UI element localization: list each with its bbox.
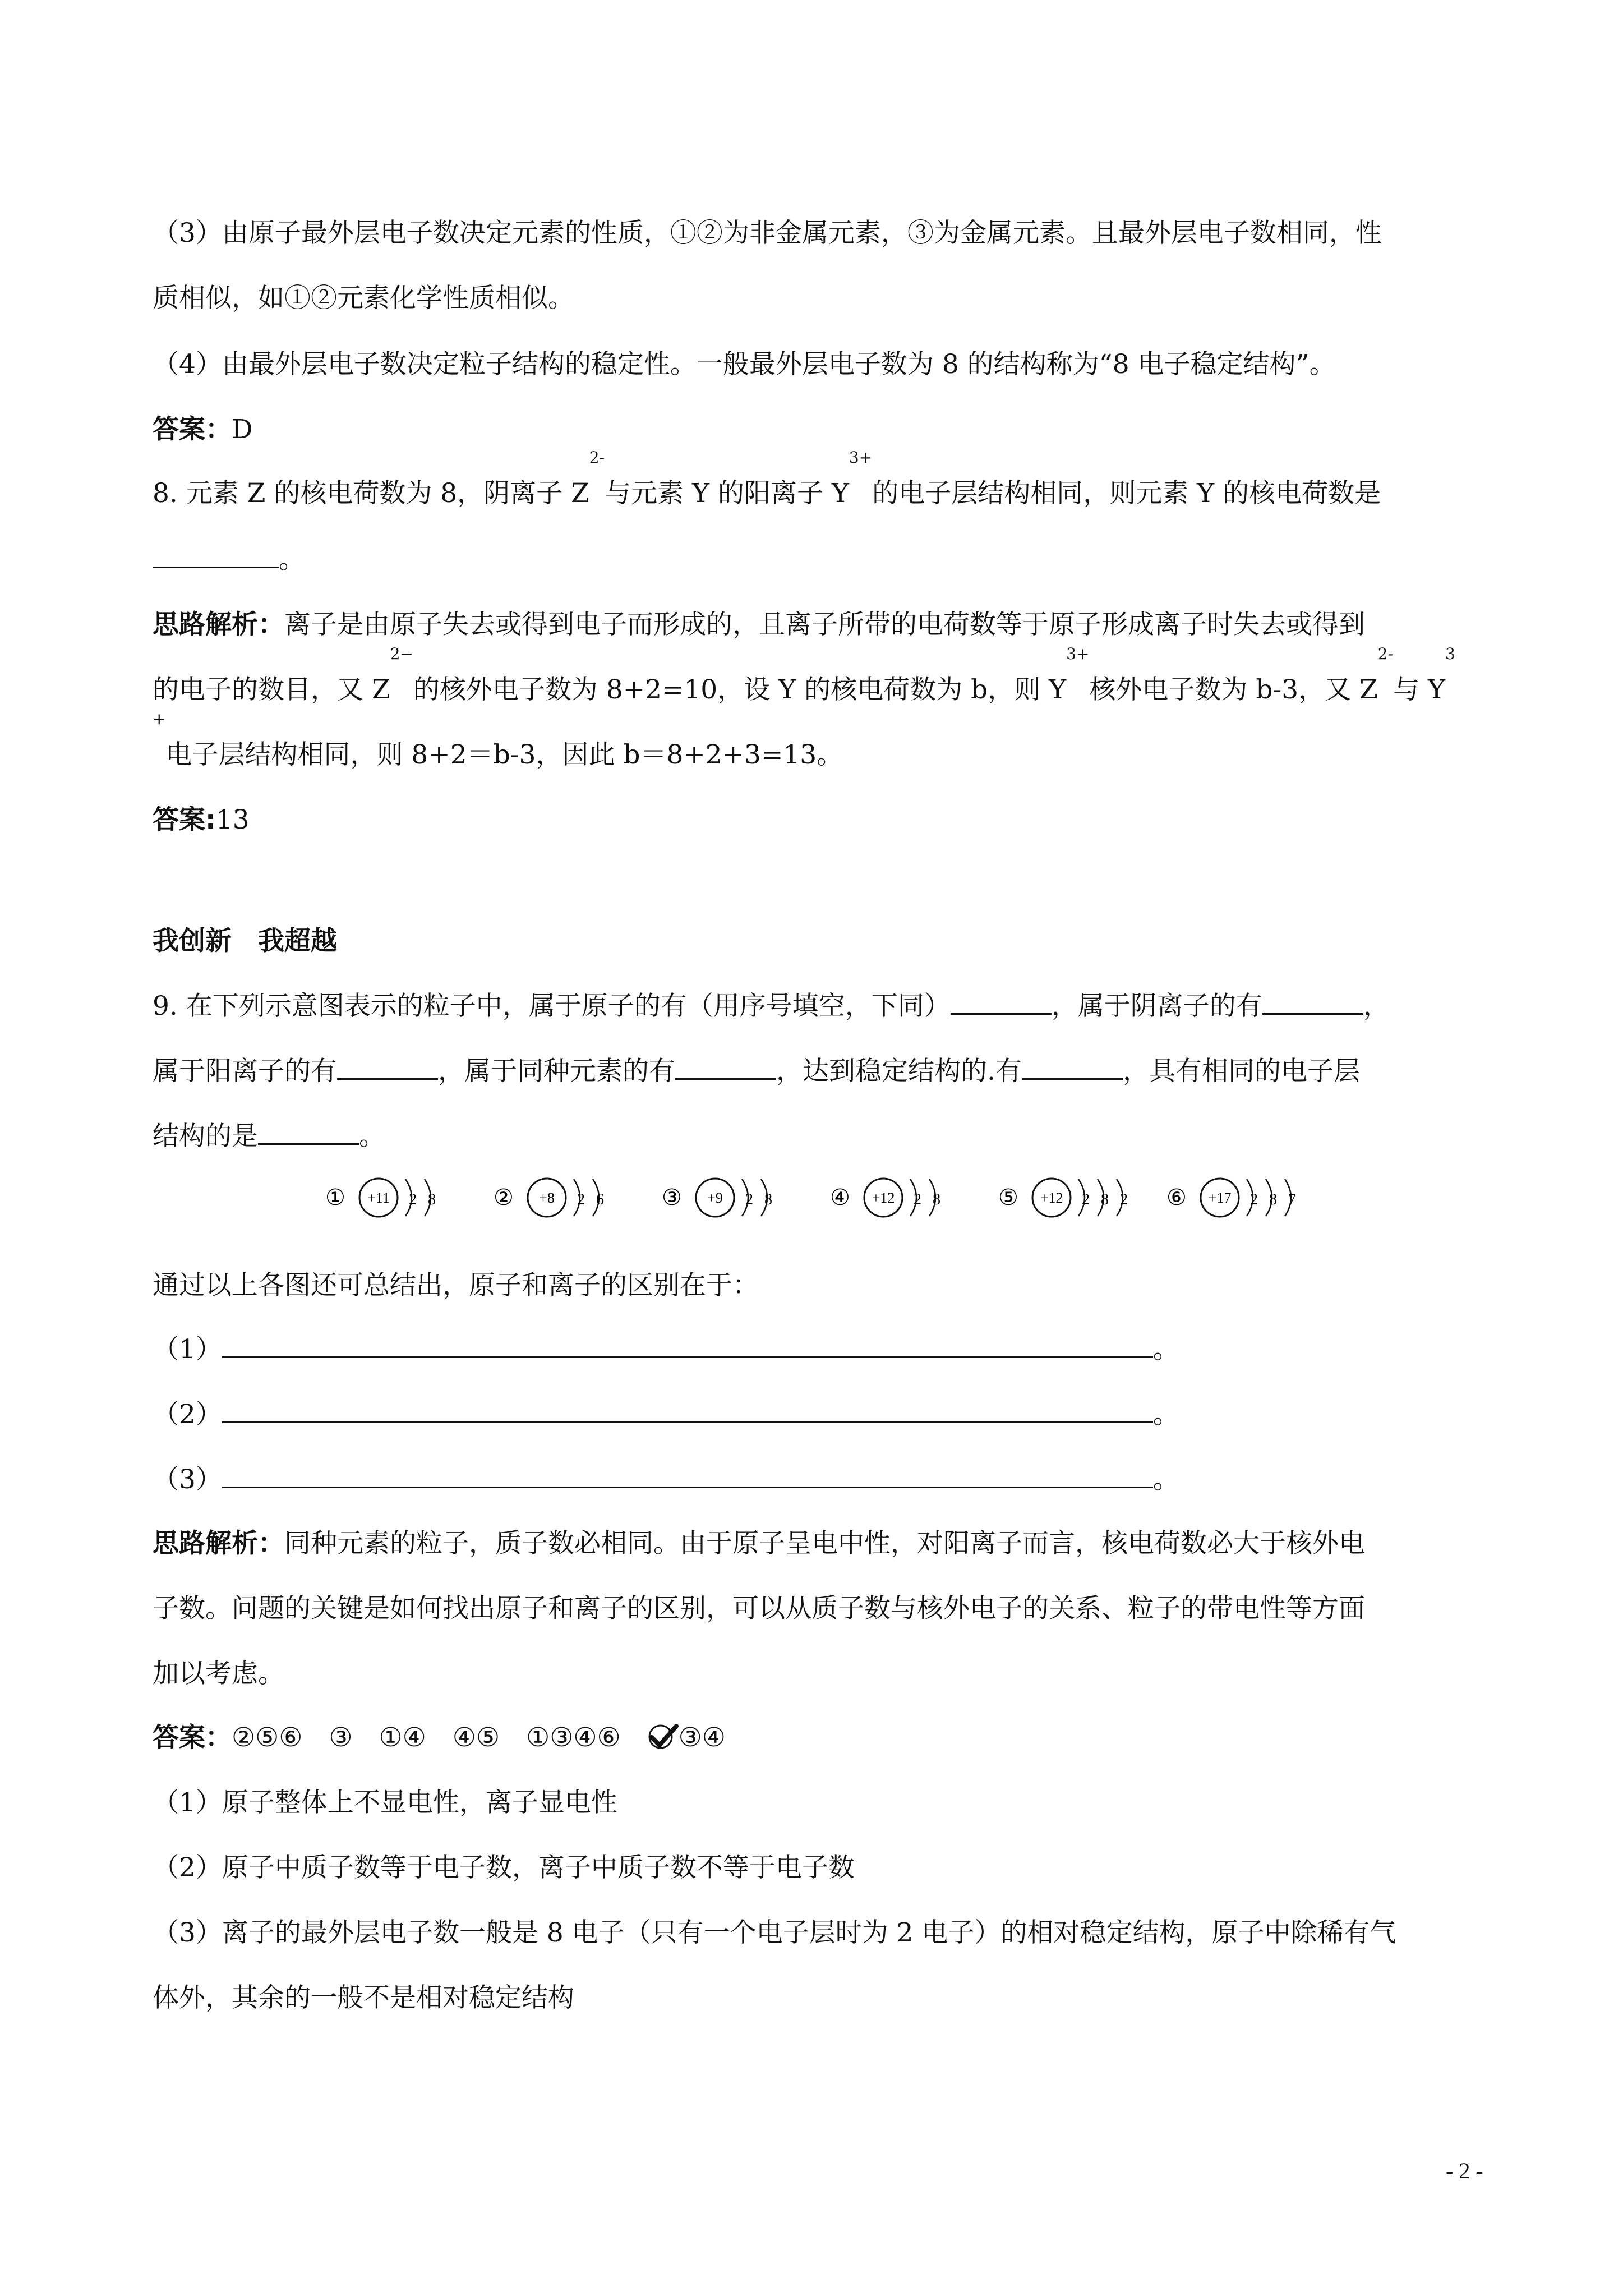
result-3-line1: （3）离子的最外层电子数一般是 8 电子（只有一个电子层时为 2 电子）的相对稳定结构，原子中除稀有气 xyxy=(153,1917,1396,1948)
explanation-8-line1 xyxy=(153,592,1487,657)
q9-text-4: 属于阳离子的有 xyxy=(153,1056,337,1087)
exp8-text-e: 电子层结构相同，则 8+2＝b-3，因此 b＝8+2+3=13。 xyxy=(165,739,843,770)
explanation-9-line2: 子数。问题的关键是如何找出原子和离子的区别，可以从质子数与核外电子的关系、粒子的带电性等方面 xyxy=(153,1593,1365,1624)
blank-label-2: （2） xyxy=(153,1399,222,1430)
exp8-text-b: 的核外电子数为 8+2=10，设 Y 的核电荷数为 b，则 Y xyxy=(413,674,1067,705)
q8-text-2: 与元素 Y 的阳离子 Y xyxy=(605,478,849,509)
q9-text-6: ，达到稳定结构的.有 xyxy=(776,1056,1022,1087)
diagram-number: ④ xyxy=(830,1185,850,1211)
q9-blank-same-element[interactable] xyxy=(675,1073,776,1080)
explanation-label: 思路解析： xyxy=(153,609,284,640)
diagram-2 xyxy=(494,1179,604,1217)
q8-answer-blank[interactable] xyxy=(153,561,279,568)
nucleus-charge: +17 xyxy=(1208,1190,1232,1206)
long-blank-1[interactable] xyxy=(222,1351,1153,1358)
exp8-sup-3: 2- xyxy=(1377,645,1394,663)
diagram-4 xyxy=(830,1179,940,1217)
long-blank-3[interactable] xyxy=(222,1481,1153,1488)
summary-blank-3 xyxy=(153,1447,1487,1512)
nucleus-charge: +9 xyxy=(707,1190,723,1206)
q9-text-8: 结构的是 xyxy=(153,1121,258,1152)
answer-label: 答案： xyxy=(153,1722,232,1753)
result-3-line2: 体外，其余的一般不是相对稳定结构 xyxy=(153,1982,574,2013)
q9-text-1: 9. 在下列示意图表示的粒子中，属于原子的有（用序号填空，下同） xyxy=(153,991,951,1022)
page-number: - 2 - xyxy=(1446,2158,1483,2183)
blank-end-3: 。 xyxy=(1152,1464,1179,1495)
q8-sup-1: 2- xyxy=(589,448,605,467)
question-9-line1 xyxy=(153,974,1487,1039)
q8-sup-2: 3+ xyxy=(849,448,873,467)
nucleus-charge: +12 xyxy=(1040,1190,1063,1206)
question-8-line2 xyxy=(153,527,1487,592)
q9-blank-stable[interactable] xyxy=(1022,1073,1123,1080)
diagram-number: ② xyxy=(494,1185,514,1211)
electron-count: 2 xyxy=(409,1191,417,1208)
result-1: （1）原子整体上不显电性，离子显电性 xyxy=(153,1787,617,1818)
para-4: （4）由最外层电子数决定粒子结构的稳定性。一般最外层电子数为 8 的结构称为“8 电子稳定结构”。 xyxy=(153,349,1336,380)
explanation-text: 同种元素的粒子，质子数必相同。由于原子呈电中性，对阳离子而言，核电荷数必大于核外电 xyxy=(284,1528,1365,1559)
electron-count: 8 xyxy=(428,1191,436,1208)
q9-blank-same-structure[interactable] xyxy=(258,1138,359,1145)
answer-value: 13 xyxy=(215,804,250,835)
para-3-line2: 质相似，如①②元素化学性质相似。 xyxy=(153,283,574,314)
explanation-label: 思路解析： xyxy=(153,1528,284,1559)
q9-text-7: ，具有相同的电子层 xyxy=(1122,1056,1360,1087)
q9-text-2: ，属于阴离子的有 xyxy=(1051,991,1262,1022)
q9-blank-cations[interactable] xyxy=(337,1073,438,1080)
electron-count: 8 xyxy=(1269,1191,1277,1208)
nucleus-charge: +12 xyxy=(872,1190,895,1206)
nucleus-charge: +8 xyxy=(539,1190,555,1206)
blank-label-3: （3） xyxy=(153,1464,222,1495)
atomic-structure-diagrams xyxy=(325,1167,1335,1228)
question-8-line1 xyxy=(153,448,1487,526)
answer-value: D xyxy=(232,414,253,445)
question-9-line3 xyxy=(153,1104,1487,1169)
exp8-sup-4: 3 xyxy=(1445,645,1455,663)
electron-count: 8 xyxy=(933,1191,940,1208)
diagram-6 xyxy=(1166,1179,1296,1217)
answer-last: ③④ xyxy=(678,1722,726,1753)
diagram-number: ① xyxy=(325,1185,345,1211)
electron-count: 8 xyxy=(1101,1191,1109,1208)
explanation-8-line2 xyxy=(153,645,1487,723)
blank-end-2: 。 xyxy=(1152,1399,1179,1430)
q9-text-3: ， xyxy=(1363,991,1390,1022)
q8-text-3: 的电子层结构相同，则元素 Y 的核电荷数是 xyxy=(872,478,1381,509)
electron-count: 8 xyxy=(764,1191,772,1208)
blank-end-1: 。 xyxy=(1152,1334,1179,1365)
answer-label: 答案: xyxy=(153,804,216,835)
long-blank-2[interactable] xyxy=(222,1416,1153,1423)
electron-count: 7 xyxy=(1288,1191,1296,1208)
diagram-number: ⑤ xyxy=(998,1185,1018,1211)
summary-line: 通过以上各图还可总结出，原子和离子的区别在于： xyxy=(153,1270,759,1301)
exp8-sup-5: + xyxy=(153,710,166,728)
summary-blank-1 xyxy=(153,1317,1487,1382)
electron-count: 2 xyxy=(577,1191,585,1208)
result-2: （2）原子中质子数等于电子数，离子中质子数不等于电子数 xyxy=(153,1852,855,1883)
electron-count: 2 xyxy=(1250,1191,1258,1208)
exp8-text-d: 与 Y xyxy=(1393,674,1446,705)
q8-text-1: 8. 元素 Z 的核电荷数为 8，阴离子 Z xyxy=(153,478,589,509)
electron-count: 2 xyxy=(745,1191,753,1208)
diagram-number: ③ xyxy=(662,1185,682,1211)
explanation-8-line3 xyxy=(153,710,1487,788)
explanation-9-line3: 加以考虑。 xyxy=(153,1658,284,1689)
diagram-1 xyxy=(325,1179,436,1217)
answer-9 xyxy=(153,1705,1487,1770)
electron-count: 2 xyxy=(1082,1191,1090,1208)
exp8-sup-1: 2− xyxy=(390,645,413,663)
diagram-3 xyxy=(662,1179,772,1217)
section-title: 我创新 我超越 xyxy=(153,926,337,956)
question-9-line2 xyxy=(153,1039,1487,1104)
answer-7 xyxy=(153,397,1487,462)
exp8-text-c: 核外电子数为 b-3，又 Z xyxy=(1089,674,1378,705)
q9-text-5: ，属于同种元素的有 xyxy=(438,1056,675,1087)
blank-label-1: （1） xyxy=(153,1334,222,1365)
check-mark-icon xyxy=(647,1723,679,1751)
summary-blank-2 xyxy=(153,1382,1487,1447)
q8-end: 。 xyxy=(279,544,305,575)
explanation-9-line1 xyxy=(153,1511,1487,1576)
electron-count: 6 xyxy=(596,1191,604,1208)
answer-8 xyxy=(153,788,1487,853)
q9-text-9: 。 xyxy=(359,1121,385,1152)
q9-blank-atoms[interactable] xyxy=(951,1007,1052,1015)
diagram-number: ⑥ xyxy=(1166,1185,1187,1211)
nucleus-charge: +11 xyxy=(367,1190,390,1206)
para-3-line1: （3）由原子最外层电子数决定元素的性质，①②为非金属元素，③为金属元素。且最外层电子数相同，性 xyxy=(153,218,1382,249)
q9-blank-anions[interactable] xyxy=(1262,1007,1363,1015)
electron-count: 2 xyxy=(914,1191,921,1208)
answer-label: 答案： xyxy=(153,414,232,445)
diagram-5 xyxy=(998,1179,1128,1217)
exp8-text-a: 的电子的数目，又 Z xyxy=(153,674,390,705)
answer-values: ②⑤⑥ ③ ①④ ④⑤ ①③④⑥ xyxy=(232,1722,647,1753)
exp8-sup-2: 3+ xyxy=(1066,645,1090,663)
explanation-text: 离子是由原子失去或得到电子而形成的，且离子所带的电荷数等于原子形成离子时失去或得到 xyxy=(284,609,1365,640)
electron-count: 2 xyxy=(1120,1191,1128,1208)
